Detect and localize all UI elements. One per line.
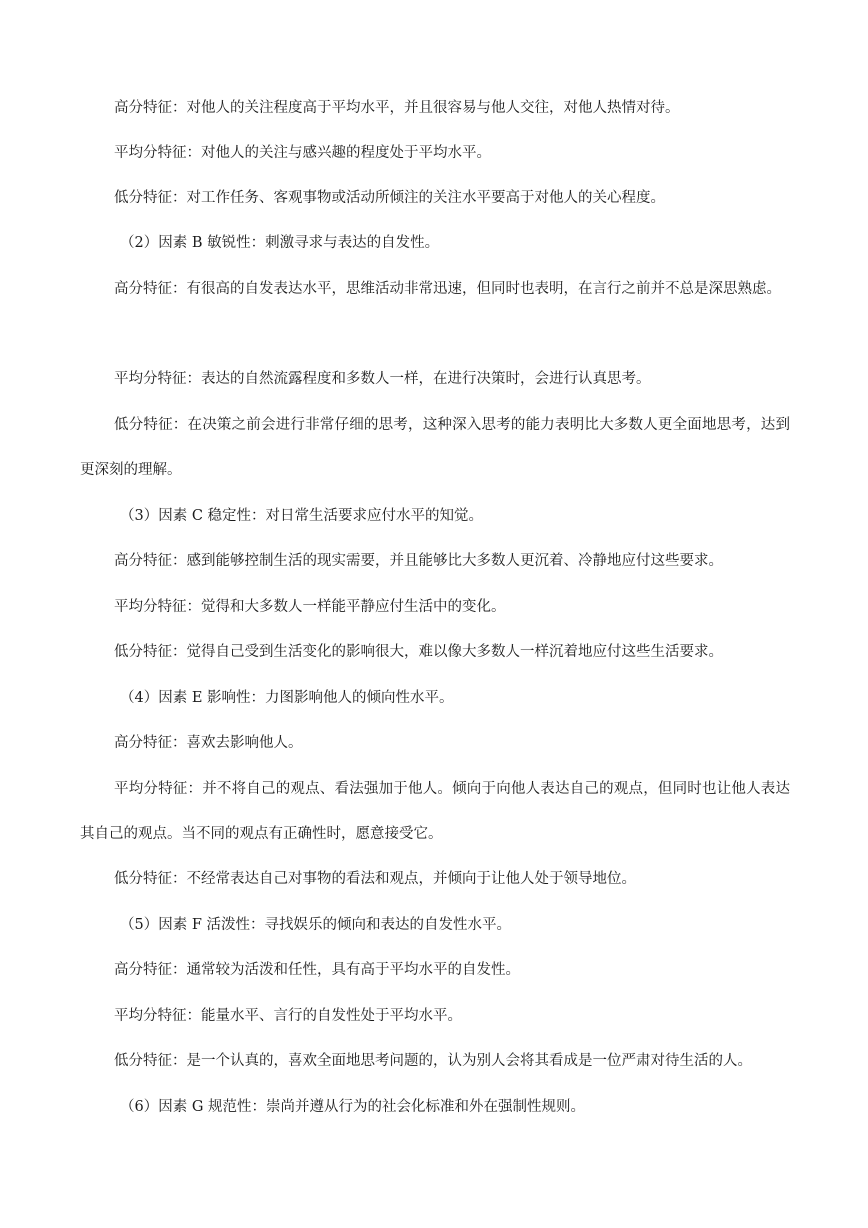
paragraph-factor-f-average: 平均分特征：能量水平、言行的自发性处于平均水平。	[114, 1008, 462, 1024]
paragraph-factor-c-low: 低分特征：觉得自己受到生活变化的影响很大，难以像大多数人一样沉着地应付这些生活要求。	[114, 644, 723, 660]
paragraph-factor-b-average: 平均分特征：表达的自然流露程度和多数人一样，在进行决策时，会进行认真思考。	[114, 371, 651, 387]
paragraph-factor-b-low: 低分特征：在决策之前会进行非常仔细的思考，这种深入思考的能力表明比大多数人更全面地思考，达到更深刻的理解。	[80, 417, 790, 478]
paragraph-factor-e-low: 低分特征：不经常表达自己对事物的看法和观点，并倾向于让他人处于领导地位。	[114, 871, 636, 887]
paragraph-factor-f-high: 高分特征：通常较为活泼和任性，具有高于平均水平的自发性。	[114, 962, 520, 978]
paragraph-factor-a-average: 平均分特征：对他人的关注与感兴趣的程度处于平均水平。	[114, 145, 491, 161]
paragraph-factor-c-high: 高分特征：感到能够控制生活的现实需要，并且能够比大多数人更沉着、冷静地应付这些要求。	[114, 553, 723, 569]
heading-factor-e: （4）因素 E 影响性：力图影响他人的倾向性水平。	[120, 690, 454, 706]
paragraph-factor-c-average: 平均分特征：觉得和大多数人一样能平静应付生活中的变化。	[114, 599, 506, 615]
heading-factor-c: （3）因素 C 稳定性：对日常生活要求应付水平的知觉。	[120, 508, 484, 524]
heading-factor-g: （6）因素 G 规范性：崇尚并遵从行为的社会化标准和外在强制性规则。	[120, 1099, 586, 1115]
paragraph-factor-a-low: 低分特征：对工作任务、客观事物或活动所倾注的关注水平要高于对他人的关心程度。	[114, 190, 665, 206]
heading-factor-b: （2）因素 B 敏锐性：刺激寻求与表达的自发性。	[120, 235, 440, 251]
paragraph-factor-e-high: 高分特征：喜欢去影响他人。	[114, 735, 303, 751]
paragraph-factor-e-average: 平均分特征：并不将自己的观点、看法强加于他人。倾向于向他人表达自己的观点，但同时也让他人表达其自己的观点。当不同的观点有正确性时，愿意接受它。	[80, 781, 790, 842]
paragraph-factor-b-high: 高分特征：有很高的自发表达水平，思维活动非常迅速，但同时也表明，在言行之前并不总是深思熟虑。	[114, 281, 781, 297]
heading-factor-f: （5）因素 F 活泼性：寻找娱乐的倾向和表达的自发性水平。	[120, 917, 512, 933]
paragraph-factor-a-high: 高分特征：对他人的关注程度高于平均水平，并且很容易与他人交往，对他人热情对待。	[114, 100, 680, 116]
paragraph-factor-f-low: 低分特征：是一个认真的，喜欢全面地思考问题的，认为别人会将其看成是一位严肃对待生活的人。	[114, 1053, 752, 1069]
